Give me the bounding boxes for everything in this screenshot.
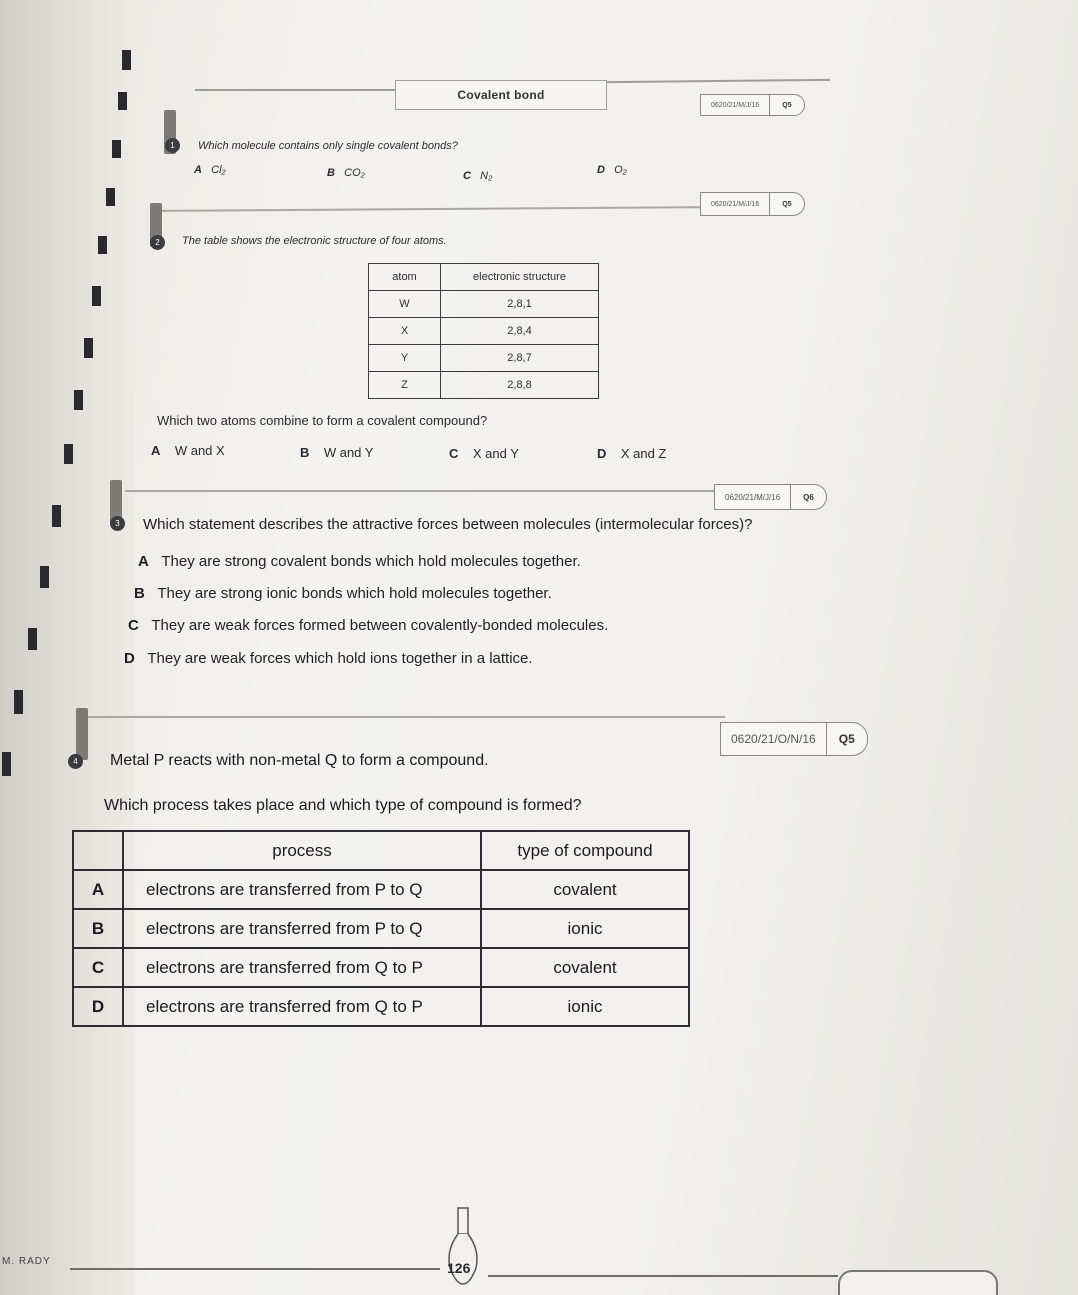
table-row — [369, 291, 599, 318]
table-cell: electrons are transferred from P to Q — [123, 870, 481, 909]
brand-logo: M. RADY — [2, 1256, 51, 1267]
option-letter: A — [138, 553, 149, 570]
option-d — [597, 446, 666, 461]
binding-mark — [74, 390, 83, 410]
table-header — [73, 831, 123, 870]
question-prompt: Which two atoms combine to form a covalent compound? — [157, 413, 488, 428]
question-prompt: Which process takes place and which type of compound is formed? — [104, 797, 582, 814]
question-separator — [125, 490, 720, 492]
option-text: CO₂ — [344, 167, 365, 179]
option-text: O₂ — [614, 164, 627, 176]
table-cell: electrons are transferred from Q to P — [123, 948, 481, 987]
table-header: process — [123, 831, 481, 870]
option-letter: C — [128, 617, 139, 634]
bottom-tab — [838, 1270, 998, 1295]
table-cell: ionic — [481, 909, 689, 948]
question-reference-tag — [714, 484, 827, 510]
option-letter: C — [463, 170, 471, 182]
reference-question: Q5 — [782, 101, 792, 109]
table-cell: Y — [369, 345, 441, 372]
question-text: The table shows the electronic structure of four atoms. — [182, 235, 447, 247]
option-c — [449, 446, 519, 461]
question-text: Which molecule contains only single covalent bonds? — [198, 140, 458, 152]
question-number: 1 — [165, 138, 180, 153]
question-text: Metal P reacts with non-metal Q to form a compound. — [110, 752, 489, 769]
page-number: 126 — [447, 1260, 471, 1276]
electronic-structure-table — [368, 263, 599, 399]
option-letter: B — [134, 585, 145, 602]
option-d — [124, 650, 533, 667]
question-reference-tag — [700, 94, 805, 116]
option-text: N₂ — [480, 170, 493, 182]
option-d — [597, 164, 627, 176]
table-cell: A — [73, 870, 123, 909]
table-cell: ionic — [481, 987, 689, 1026]
option-text: They are weak forces which hold ions together in a lattice. — [147, 650, 533, 667]
option-b — [327, 167, 365, 179]
reference-code: 0620/21/M/J/16 — [715, 485, 791, 509]
option-a — [194, 164, 226, 176]
option-text: W and X — [174, 443, 225, 458]
table-cell: 2,8,4 — [441, 318, 599, 345]
table-header: type of compound — [481, 831, 689, 870]
question-number: 3 — [110, 516, 125, 531]
option-text: Cl₂ — [211, 164, 226, 176]
table-row — [73, 909, 689, 948]
option-a — [138, 553, 581, 570]
binding-mark — [28, 628, 37, 650]
binding-mark — [84, 338, 93, 358]
option-b — [300, 445, 373, 460]
table-cell: covalent — [481, 870, 689, 909]
reference-question: Q6 — [803, 492, 814, 502]
question-number: 4 — [68, 754, 83, 769]
table-cell: 2,8,1 — [441, 291, 599, 318]
option-text: W and Y — [323, 445, 374, 460]
header-rule-right — [607, 79, 830, 83]
binding-mark — [122, 50, 131, 70]
reference-code: 0620/21/M/J/16 — [701, 193, 770, 215]
reference-code: 0620/21/M/J/16 — [701, 95, 770, 115]
table-cell: W — [369, 291, 441, 318]
question-separator — [80, 716, 725, 718]
table-cell: C — [73, 948, 123, 987]
table-row — [73, 987, 689, 1026]
reference-question: Q5 — [782, 200, 792, 208]
table-header: electronic structure — [441, 264, 599, 291]
option-letter: B — [327, 167, 335, 179]
option-c — [128, 617, 608, 634]
table-row — [369, 345, 599, 372]
table-cell: 2,8,8 — [441, 372, 599, 399]
binding-mark — [2, 752, 11, 776]
reference-question: Q5 — [838, 732, 855, 746]
option-letter: D — [597, 446, 607, 461]
table-cell: electrons are transferred from P to Q — [123, 909, 481, 948]
table-cell: electrons are transferred from Q to P — [123, 987, 481, 1026]
binding-mark — [40, 566, 49, 588]
binding-mark — [98, 236, 107, 254]
option-letter: C — [449, 446, 459, 461]
option-text: X and Z — [620, 446, 667, 461]
binding-mark — [64, 444, 73, 464]
table-cell: X — [369, 318, 441, 345]
binding-mark — [92, 286, 101, 306]
binding-mark — [106, 188, 115, 206]
table-cell: covalent — [481, 948, 689, 987]
option-letter: B — [300, 445, 310, 460]
table-cell: 2,8,7 — [441, 345, 599, 372]
option-a — [151, 443, 225, 458]
question-reference-tag — [720, 722, 868, 756]
binding-mark — [52, 505, 61, 527]
table-row — [369, 372, 599, 399]
margin-marker — [76, 708, 88, 760]
option-text: They are strong covalent bonds which hold molecules together. — [161, 553, 581, 570]
option-letter: A — [194, 164, 202, 176]
footer-rule-right — [488, 1275, 838, 1277]
question-separator — [160, 206, 710, 212]
footer-rule-left — [70, 1268, 440, 1270]
process-compound-table — [72, 830, 690, 1027]
table-header: atom — [369, 264, 441, 291]
question-reference-tag — [700, 192, 805, 216]
reference-code: 0620/21/O/N/16 — [721, 723, 827, 755]
table-row — [73, 870, 689, 909]
option-b — [134, 585, 552, 602]
binding-mark — [14, 690, 23, 714]
section-title: Covalent bond — [395, 80, 607, 110]
table-row — [369, 318, 599, 345]
option-c — [463, 170, 492, 182]
page-binding — [0, 0, 135, 1295]
binding-mark — [118, 92, 127, 110]
binding-mark — [112, 140, 121, 158]
option-text: X and Y — [472, 446, 519, 461]
option-letter: A — [151, 443, 161, 458]
option-letter: D — [124, 650, 135, 667]
table-cell: Z — [369, 372, 441, 399]
option-text: They are strong ionic bonds which hold molecules together. — [157, 585, 552, 602]
table-row — [73, 948, 689, 987]
option-letter: D — [597, 164, 605, 176]
question-number: 2 — [150, 235, 165, 250]
header-rule-left — [195, 89, 395, 91]
table-cell: D — [73, 987, 123, 1026]
option-text: They are weak forces formed between covalently-bonded molecules. — [151, 617, 609, 634]
question-text: Which statement describes the attractive forces between molecules (intermolecular forces)? — [143, 516, 753, 533]
table-cell: B — [73, 909, 123, 948]
